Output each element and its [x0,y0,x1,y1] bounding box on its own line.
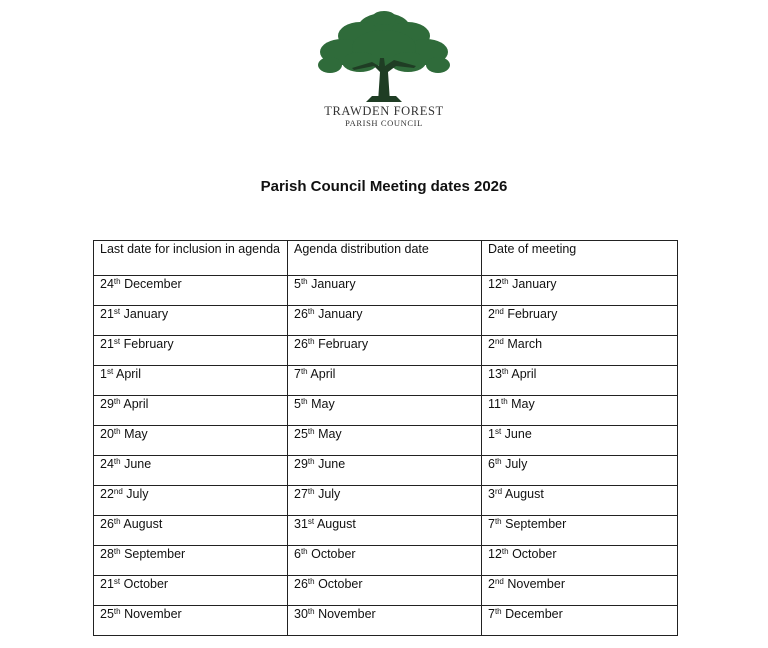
month-name: May [511,397,535,411]
day-number: 7 [294,367,301,381]
month-name: May [311,397,335,411]
table-row [94,546,678,576]
ordinal-suffix: th [307,487,315,496]
ordinal-suffix: th [113,427,121,436]
month-name: January [311,277,356,291]
ordinal-suffix: st [106,367,114,376]
ordinal-suffix: th [307,607,315,616]
ordinal-suffix: th [113,277,121,286]
meeting-date-cell [482,276,678,306]
day-number: 6 [294,547,301,561]
inclusion-date-cell [94,516,288,546]
month-name: January [512,277,557,291]
inclusion-date-cell [94,276,288,306]
table-row [94,276,678,306]
table-row [94,306,678,336]
inclusion-date-cell [94,456,288,486]
column-header: Agenda distribution date [288,241,482,276]
ordinal-suffix: th [307,307,315,316]
ordinal-suffix: rd [494,487,503,496]
inclusion-date-cell [94,306,288,336]
distribution-date-cell [288,606,482,636]
ordinal-suffix: st [113,307,121,316]
page-title: Parish Council Meeting dates 2026 [260,178,508,195]
month-name: December [124,277,182,291]
month-name: November [507,577,566,591]
meeting-date-cell [482,336,678,366]
ordinal-suffix: th [494,517,502,526]
distribution-date-cell [288,426,482,456]
day-number: 2 [488,307,495,321]
day-number: 24 [100,457,114,471]
month-name: July [126,487,149,501]
ordinal-suffix: th [500,397,508,406]
day-number: 5 [294,397,301,411]
month-name: August [316,517,356,531]
meeting-date-cell [482,306,678,336]
month-name: March [507,337,543,351]
day-number: 31 [294,517,308,531]
ordinal-suffix: th [300,547,308,556]
table-row [94,606,678,636]
month-name: October [318,577,363,591]
meeting-date-cell [482,546,678,576]
ordinal-suffix: nd [494,307,504,316]
ordinal-suffix: th [113,607,121,616]
table-row [94,486,678,516]
meeting-date-cell [482,486,678,516]
day-number: 7 [488,517,495,531]
day-number: 30 [294,607,308,621]
day-number: 26 [294,577,308,591]
ordinal-suffix: th [113,547,121,556]
month-name: August [123,517,163,531]
day-number: 7 [488,607,495,621]
meeting-date-cell [482,396,678,426]
day-number: 5 [294,277,301,291]
month-name: February [123,337,174,351]
table-row [94,576,678,606]
month-name: September [124,547,186,561]
month-name: May [124,427,148,441]
inclusion-date-cell [94,576,288,606]
day-number: 25 [100,607,114,621]
org-subtitle: PARISH COUNCIL [345,118,423,128]
ordinal-suffix: th [300,367,308,376]
month-name: February [318,337,369,351]
table-row [94,336,678,366]
column-header: Last date for inclusion in agenda [94,241,288,276]
distribution-date-cell [288,516,482,546]
meeting-date-cell [482,456,678,486]
meeting-date-cell [482,516,678,546]
ordinal-suffix: th [300,397,308,406]
distribution-date-cell [288,546,482,576]
ordinal-suffix: th [113,517,121,526]
inclusion-date-cell [94,546,288,576]
month-name: October [311,547,356,561]
month-name: July [505,457,528,471]
day-number: 1 [488,427,495,441]
table-row [94,426,678,456]
month-name: December [505,607,563,621]
month-name: August [504,487,544,501]
month-name: April [310,367,336,381]
month-name: June [504,427,532,441]
tree-icon [316,10,452,102]
day-number: 26 [294,337,308,351]
day-number: 13 [488,367,502,381]
ordinal-suffix: st [494,427,502,436]
day-number: 26 [294,307,308,321]
inclusion-date-cell [94,486,288,516]
table-row [94,396,678,426]
month-name: April [511,367,537,381]
month-name: May [318,427,342,441]
day-number: 12 [488,547,502,561]
inclusion-date-cell [94,606,288,636]
ordinal-suffix: th [494,457,502,466]
day-number: 2 [488,577,495,591]
ordinal-suffix: nd [494,577,504,586]
day-number: 12 [488,277,502,291]
ordinal-suffix: st [113,337,121,346]
day-number: 2 [488,337,495,351]
inclusion-date-cell [94,336,288,366]
month-name: November [124,607,182,621]
inclusion-date-cell [94,366,288,396]
ordinal-suffix: th [501,277,509,286]
day-number: 21 [100,577,114,591]
distribution-date-cell [288,366,482,396]
day-number: 28 [100,547,114,561]
table-row [94,516,678,546]
ordinal-suffix: th [501,367,509,376]
meeting-date-cell [482,426,678,456]
column-header: Date of meeting [482,241,678,276]
month-name: April [115,367,141,381]
ordinal-suffix: th [307,427,315,436]
day-number: 27 [294,487,308,501]
ordinal-suffix: nd [113,487,123,496]
month-name: June [124,457,152,471]
day-number: 25 [294,427,308,441]
inclusion-date-cell [94,396,288,426]
month-name: February [507,307,558,321]
month-name: November [318,607,376,621]
day-number: 3 [488,487,495,501]
distribution-date-cell [288,306,482,336]
ordinal-suffix: st [113,577,121,586]
day-number: 6 [488,457,495,471]
table-header-row [94,241,678,276]
month-name: April [123,397,149,411]
meeting-date-cell [482,366,678,396]
ordinal-suffix: nd [494,337,504,346]
inclusion-date-cell [94,426,288,456]
distribution-date-cell [288,276,482,306]
distribution-date-cell [288,486,482,516]
org-name: TRAWDEN FOREST [324,104,444,118]
ordinal-suffix: st [307,517,315,526]
day-number: 22 [100,487,114,501]
distribution-date-cell [288,456,482,486]
month-name: September [505,517,567,531]
table-row [94,456,678,486]
day-number: 1 [100,367,107,381]
day-number: 26 [100,517,114,531]
day-number: 29 [294,457,308,471]
day-number: 21 [100,337,114,351]
ordinal-suffix: th [307,577,315,586]
day-number: 24 [100,277,114,291]
day-number: 21 [100,307,114,321]
day-number: 11 [488,397,501,411]
month-name: January [123,307,169,321]
ordinal-suffix: th [501,547,509,556]
ordinal-suffix: th [307,457,315,466]
parish-logo [0,10,768,128]
meeting-date-cell [482,576,678,606]
ordinal-suffix: th [113,397,121,406]
ordinal-suffix: th [307,337,315,346]
ordinal-suffix: th [494,607,502,616]
day-number: 20 [100,427,114,441]
month-name: January [318,307,363,321]
meeting-dates-table [93,240,678,636]
meeting-date-cell [482,606,678,636]
month-name: October [123,577,169,591]
ordinal-suffix: th [113,457,121,466]
day-number: 29 [100,397,114,411]
distribution-date-cell [288,336,482,366]
ordinal-suffix: th [300,277,308,286]
month-name: October [512,547,557,561]
distribution-date-cell [288,576,482,606]
month-name: June [318,457,346,471]
distribution-date-cell [288,396,482,426]
month-name: July [318,487,341,501]
table-row [94,366,678,396]
